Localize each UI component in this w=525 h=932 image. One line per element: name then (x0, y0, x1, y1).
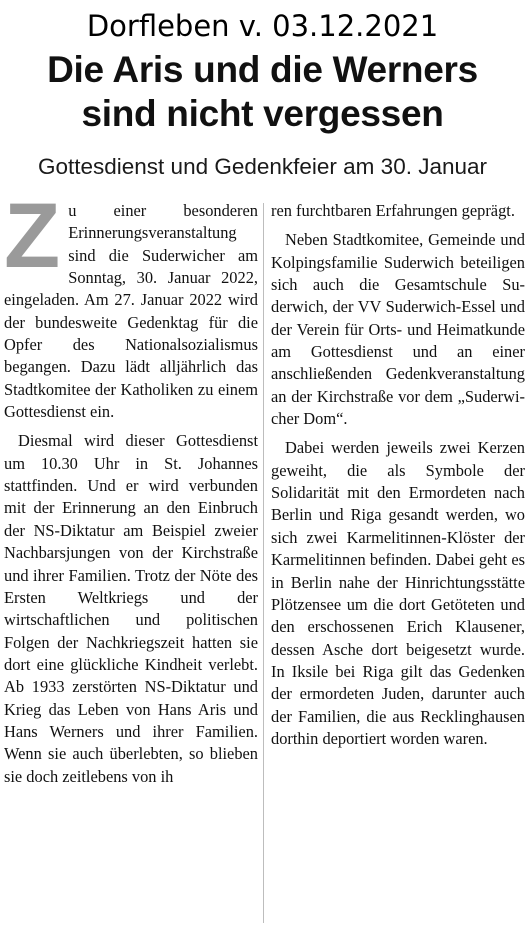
paragraph-1-text: u einer besonderen Erinnerungsveranstaltung sind die Suderwicher am Sonntag, 30. Januar 2022, eingeladen. Am 27. Januar 2022 wird der bundesweite Gedenktag für die Opfer des Nationalsozialismus begangen. Dazu lädt alljährlich das Stadtkomitee der Katholiken zu einem Gottesdienst ein. (4, 201, 258, 422)
article-subheadline: Gottesdienst und Gedenkfeier am 30. Januar (37, 154, 488, 179)
article-headline (0, 48, 525, 136)
paragraph-2: Diesmal wird dieser Gottesdienst um 10.30 Uhr in St. Johannes stattfinden. Und er wird verbunden mit der Erinnerung an den Einbruch der NS-Diktatur am Beispiel zweier Nachbarsjungen von der Kirchstraße und ihrer Familien. Trotz der Nöte des Ersten Weltkriegs und der wirtschaftlichen und politischen Folgen der Nachkriegszeit hatten sie dort eine glückliche Kindheit verlebt. Ab 1933 zerstörten NS-Diktatur und Krieg das Leben von Hans Aris und Hans Werners und ihrer Familien. Wenn sie auch überlebten, so blieben sie doch zeitlebens von ih (4, 431, 258, 786)
article-column-left (4, 185, 258, 795)
article-column-right (271, 200, 525, 757)
drop-cap: Z (4, 185, 61, 287)
paragraph-1 (4, 185, 258, 423)
paragraph-3: Neben Stadtkomitee, Gemeinde und Kolpingsfamilie Suderwich beteiligen sich auch die Gesamtschule Suderwich, der VV Suderwich-Essel und der Verein für Orts- und Heimatkunde am Gottesdienst und an einer anschließenden Gedenkveranstaltung an der Kirchstraße vor dem „Suderwicher Dom“. (271, 230, 525, 429)
article-date-kicker: Dorfleben v. 03.12.2021 (86, 9, 439, 43)
paragraph-2-continued: ren furchtbaren Erfahrungen geprägt. (271, 201, 515, 220)
headline-line-2: sind nicht vergessen (81, 93, 444, 134)
headline-line-1: Die Aris und die Werners (47, 49, 478, 90)
paragraph-4: Dabei werden jeweils zwei Kerzen geweiht, die als Symbole der Solidarität mit den Ermordeten nach Berlin und Riga gesandt werden, wo sich zwei Karmelitinnen-Klöster der Karmelitinnen befinden. Dabei geht es in Berlin nahe der Hinrichtungsstätte Plötzensee um die dort Getöteten und den erschossenen Erich Klausener, dessen Asche dort beigesetzt wurde. In Iksile bei Riga gilt das Gedenken der ermordeten Juden, darunter auch der Familien, die aus Recklinghausen dorthin deportiert worden waren. (271, 438, 525, 748)
column-divider (263, 203, 264, 923)
